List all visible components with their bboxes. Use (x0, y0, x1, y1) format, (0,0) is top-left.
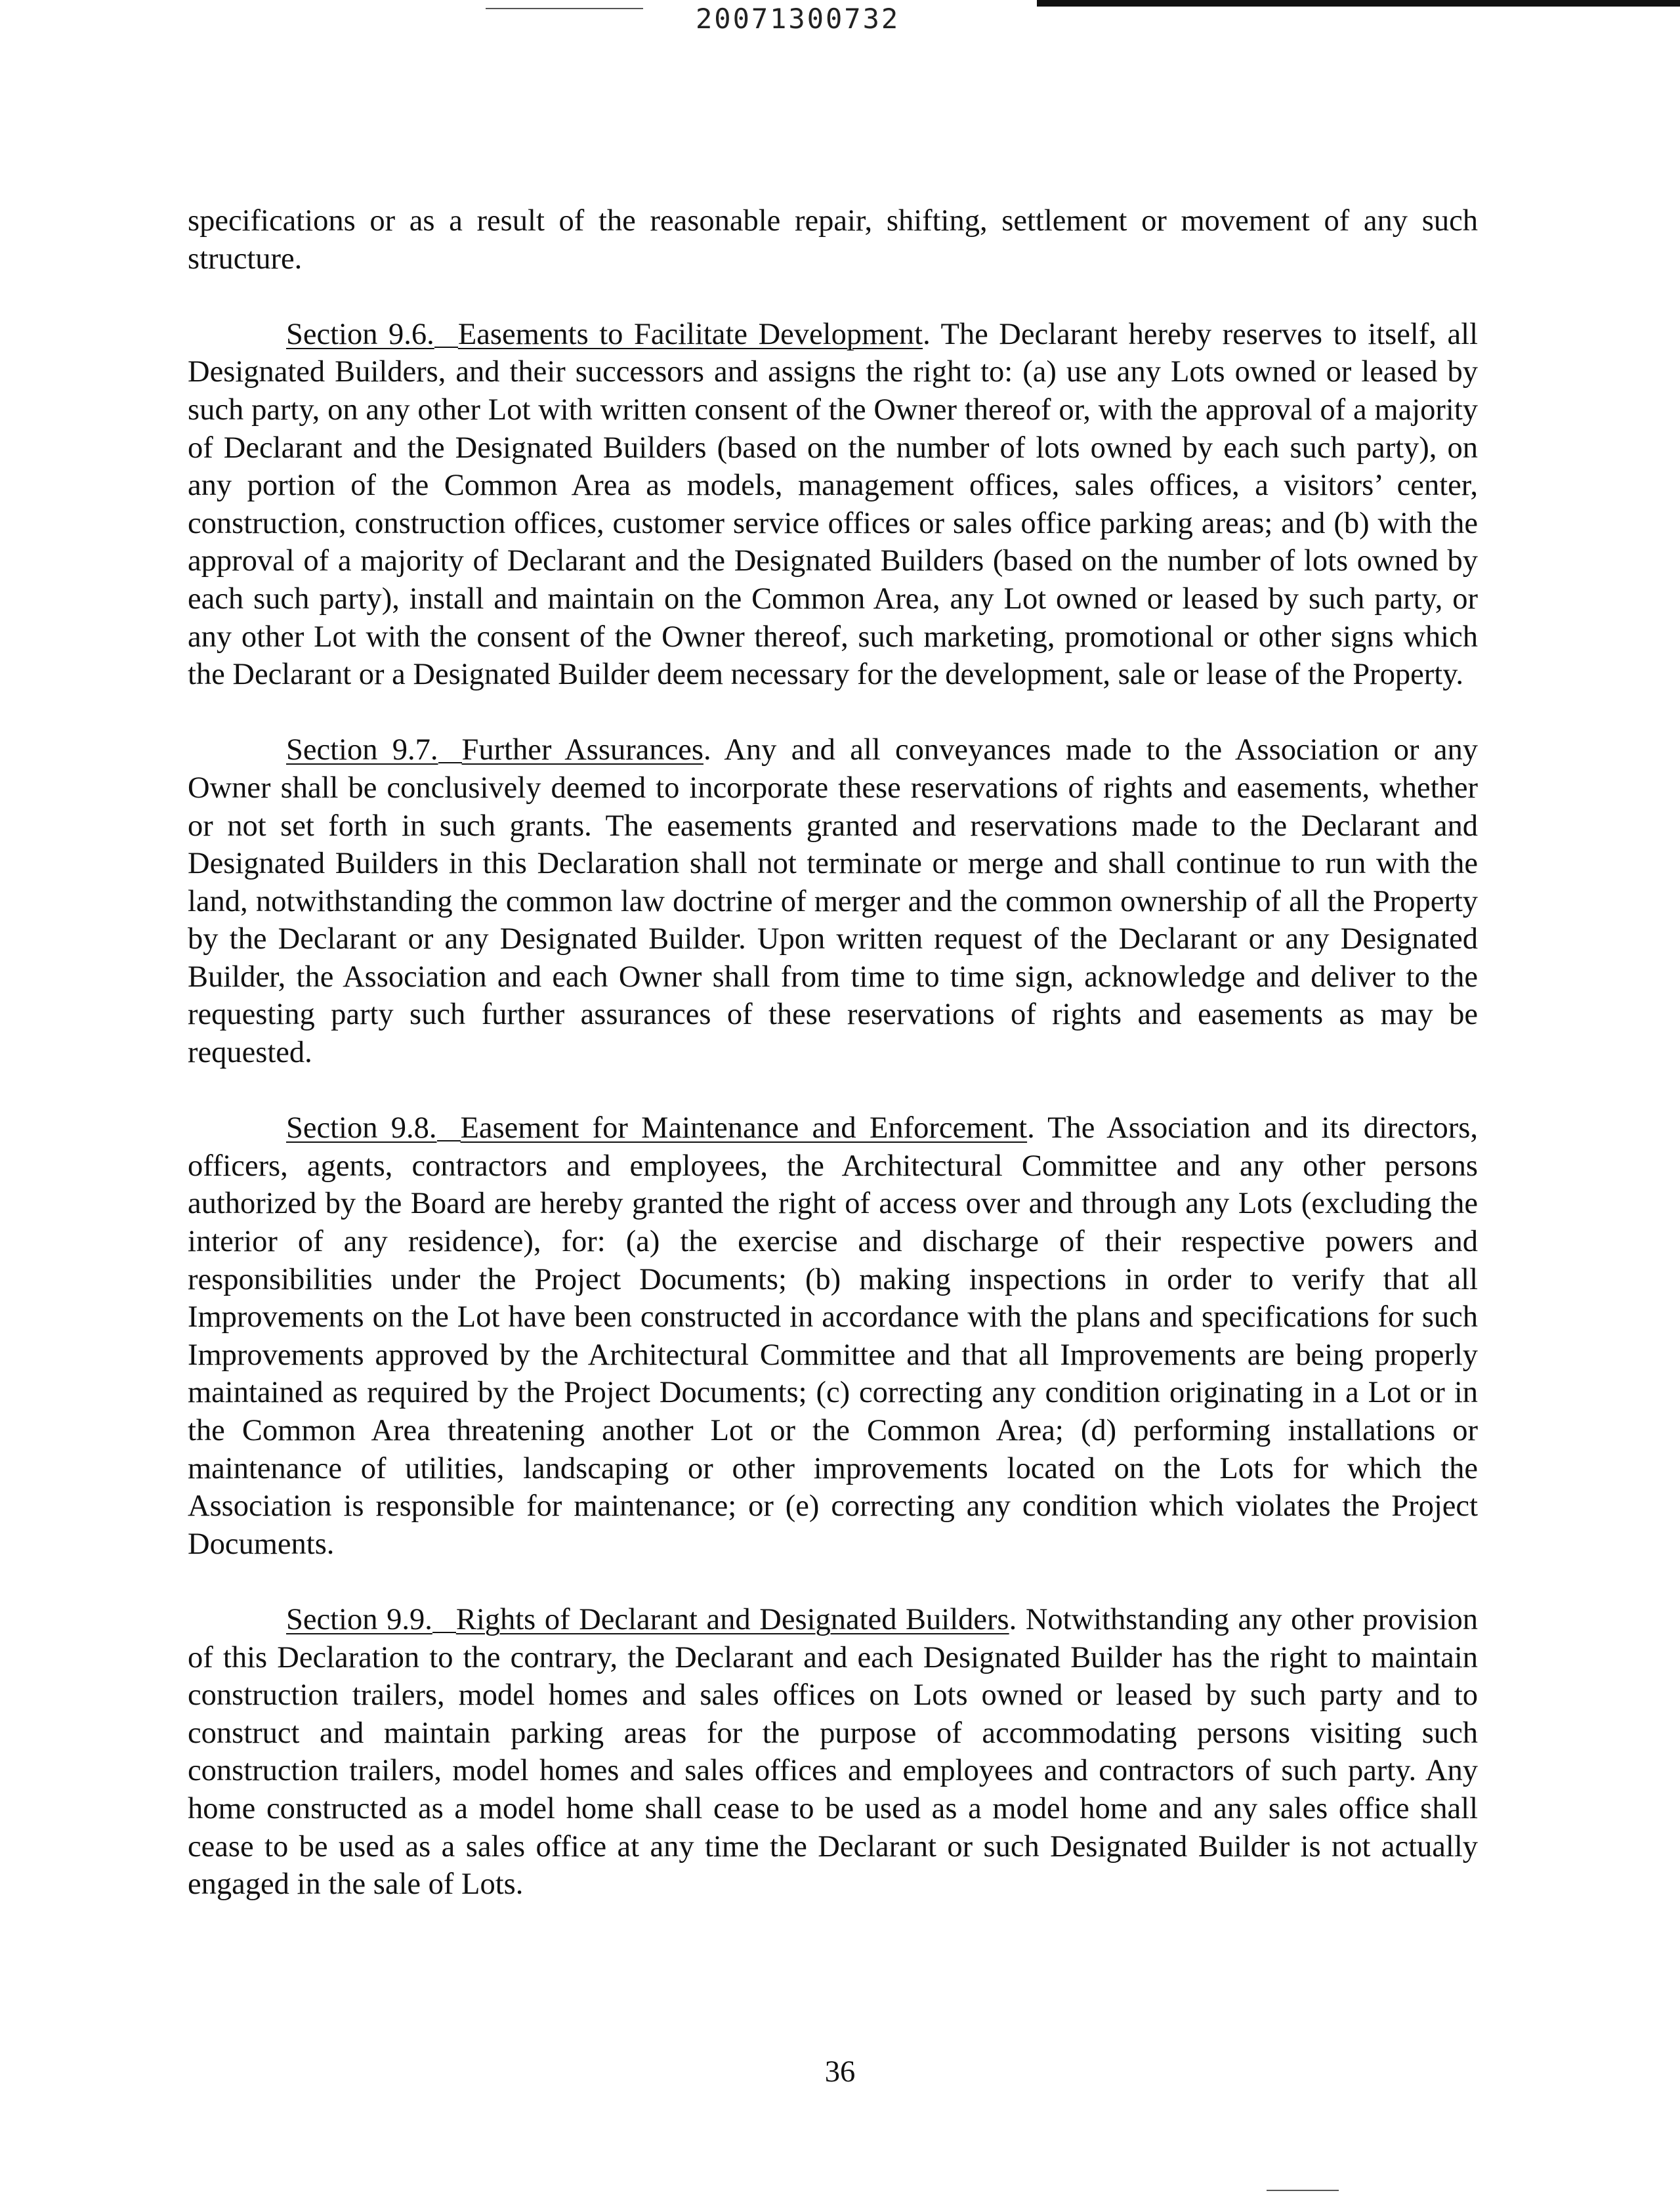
scan-mark-top (486, 8, 643, 9)
section-title: Easements to Facilitate Development (457, 317, 923, 351)
continuation-paragraph: specifications or as a result of the reasonable repair, shifting, settlement or movement of any such structure. (188, 204, 1478, 276)
document-body (188, 202, 1478, 1941)
section-title: Further Assurances (461, 733, 704, 767)
section-number: Section 9.8. (286, 1111, 437, 1145)
section-body: The Association and its directors, officers, agents, contractors and employees, the Architectural Committee and any other persons authorized by the Board are hereby granted the right of access over and through any Lots (excluding the interior of any residence), for: (a) the exercise and discharge of their respective powers and responsibilities under the Project Documents; (b) making inspections in order to verify that all Improvements on the Lot have been constructed in accordance with the plans and specifications for such Improvements approved by the Architectural Committee and that all Improvements are being properly maintained as required by the Project Documents; (c) correcting any condition originating in a Lot or in the Common Area threatening another Lot or the Common Area; (d) performing installations or maintenance of utilities, landscaping or other improvements located on the Lots for which the Association is responsible for maintenance; or (e) correcting any condition which violates the Project Documents. (188, 1111, 1478, 1561)
section-number: Section 9.7. (286, 733, 438, 767)
section-9-7: Section 9.7. Further Assurances. Any and all conveyances made to the Association or any Owner shall be conclusively deemed to incorporate these reservations of rights and easements, whether or not set forth in such grants. The easements granted and reservations made to the Declarant and Designated Builders in this Declaration shall not terminate or merge and shall continue to run with the land, notwithstanding the common law doctrine of merger and the common ownership of all the Property by the Declarant or any Designated Builder. Upon written request of the Declarant or any Designated Builder, the Association and each Owner shall from time to time sign, acknowledge and deliver to the requesting party such further assurances of these reservations of rights and easements as may be requested. (188, 733, 1478, 1070)
section-9-9: Section 9.9. Rights of Declarant and Designated Builders. Notwithstanding any other provision of this Declaration to the contrary, the Declarant and each Designated Builder has the right to maintain construction trailers, model homes and sales offices on Lots owned or leased by such party and to construct and maintain parking areas for the purpose of accommodating persons visiting such construction trailers, model homes and sales offices and employees and contractors of such party. Any home constructed as a model home shall cease to be used as a model home and any sales office shall cease to be used as a sales office at any time the Declarant or such Designated Builder is not actually engaged in the sale of Lots. (188, 1602, 1478, 1902)
scan-mark-bottom (1267, 2190, 1339, 2191)
page-number: 36 (824, 2055, 856, 2089)
section-number: Section 9.6. (286, 317, 434, 351)
scan-top-border (1037, 0, 1680, 7)
section-title: Rights of Declarant and Designated Builders (455, 1602, 1009, 1636)
section-body: Any and all conveyances made to the Association or any Owner shall be conclusively deemed to incorporate these reservations of rights and easements, whether or not set forth in such grants. The easements granted and reservations made to the Declarant and Designated Builders in this Declaration shall not terminate or merge and shall continue to run with the land, notwithstanding the common law doctrine of merger and the common ownership of all the Property by the Declarant or any Designated Builder. Upon written request of the Declarant or any Designated Builder, the Association and each Owner shall from time to time sign, acknowledge and deliver to the requesting party such further assurances of these reservations of rights and easements as may be requested. (188, 733, 1478, 1070)
section-9-6: Section 9.6. Easements to Facilitate Development. The Declarant hereby reserves to itself, all Designated Builders, and their successors and assigns the right to: (a) use any Lots owned or leased by such party, on any other Lot with written consent of the Owner thereof or, with the approval of a majority of Declarant and the Designated Builders (based on the number of lots owned by each such party), on any portion of the Common Area as models, management offices, sales offices, a visitors’ center, construction, construction offices, customer service offices or sales office parking areas; and (b) with the approval of a majority of Declarant and the Designated Builders (based on the number of lots owned by each such party), install and maintain on the Common Area, any Lot owned or leased by such party, or any other Lot with the consent of the Owner thereof, such marketing, promotional or other signs which the Declarant or a Designated Builder deem necessary for the development, sale or lease of the Property. (188, 317, 1478, 692)
section-body: Notwithstanding any other provision of this Declaration to the contrary, the Declarant and each Designated Builder has the right to maintain construction trailers, model homes and sales offices on Lots owned or leased by such party and to construct and maintain parking areas for the purpose of accommodating persons visiting such construction trailers, model homes and sales offices and employees and contractors of such party. Any home constructed as a model home shall cease to be used as a model home and any sales office shall cease to be used as a sales office at any time the Declarant or such Designated Builder is not actually engaged in the sale of Lots. (188, 1602, 1478, 1902)
section-title: Easement for Maintenance and Enforcement (460, 1111, 1028, 1145)
section-body: The Declarant hereby reserves to itself, all Designated Builders, and their successors and assigns the right to: (a) use any Lots owned or leased by such party, on any other Lot with written consent of the Owner thereof or, with the approval of a majority of Declarant and the Designated Builders (based on the number of lots owned by each such party), on any portion of the Common Area as models, management offices, sales offices, a visitors’ center, construction, construction offices, customer service offices or sales office parking areas; and (b) with the approval of a majority of Declarant and the Designated Builders (based on the number of lots owned by each such party), install and maintain on the Common Area, any Lot owned or leased by such party, or any other Lot with the consent of the Owner thereof, such marketing, promotional or other signs which the Declarant or a Designated Builder deem necessary for the development, sale or lease of the Property. (188, 317, 1478, 692)
section-number: Section 9.9. (286, 1602, 432, 1636)
document-number: 20071300732 (696, 3, 900, 35)
section-9-8: Section 9.8. Easement for Maintenance and Enforcement. The Association and its directors, officers, agents, contractors and employees, the Architectural Committee and any other persons authorized by the Board are hereby granted the right of access over and through any Lots (excluding the interior of any residence), for: (a) the exercise and discharge of their respective powers and responsibilities under the Project Documents; (b) making inspections in order to verify that all Improvements on the Lot have been constructed in accordance with the plans and specifications for such Improvements approved by the Architectural Committee and that all Improvements are being properly maintained as required by the Project Documents; (c) correcting any condition originating in a Lot or in the Common Area threatening another Lot or the Common Area; (d) performing installations or maintenance of utilities, landscaping or other improvements located on the Lots for which the Association is responsible for maintenance; or (e) correcting any condition which violates the Project Documents. (188, 1111, 1478, 1561)
